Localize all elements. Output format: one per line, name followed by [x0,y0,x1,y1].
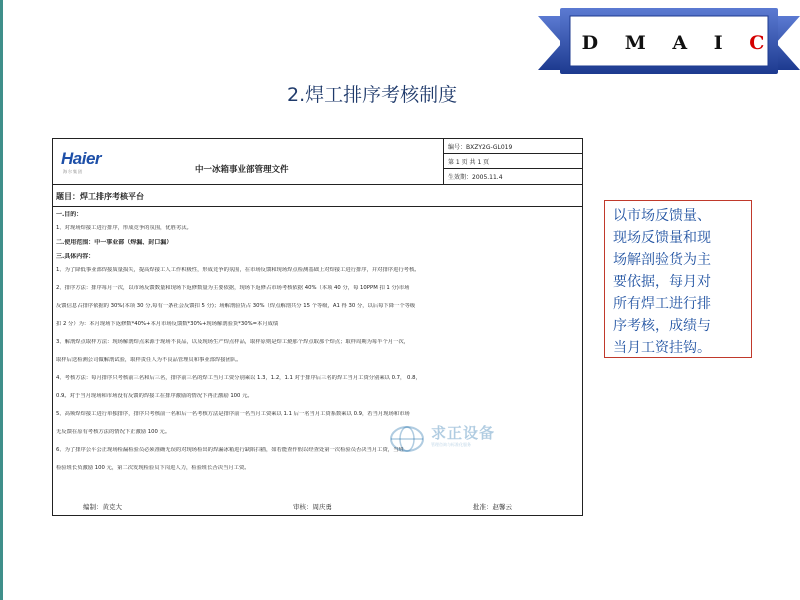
document-line: 二.使用范围：中一事业部（焊漏、封口漏） [56,239,173,246]
watermark-globe-icon [389,424,425,454]
document-line: 检验班长负激励 100 元，第二次发现检验员下岗进人力，检验班长否决当月工资。 [56,465,250,471]
document-org-title: 中一冰箱事业部管理文件 [195,165,289,175]
document-line: 无反馈在原有考核方法的情况下正激励 100 元。 [56,429,171,435]
callout-line: 要依据，每月对 [613,274,711,290]
callout-line: 序考核，成绩与 [613,318,711,334]
document-line: 取样后送检测公司做解剖试验，取样责任人为不良品管理员和事业部焊接团队。 [56,357,242,363]
document-line: 反馈信息占排序依据的 30%(本项 30 分,每有一条社会反馈扣 5 分)；场解剖验货占 30%（焊点解剖共分 15 个等级，A1 得 30 分，以后每下降一个等级 [56,303,416,309]
callout-line: 场解剖验货为主 [613,252,711,268]
document-line: 0.9。对于当月现场和市场没有反馈的焊接工在排序激励的情况下再正激励 100 元。 [56,393,253,399]
document-line: 4、考核方法：每月排序只考核前三名和后三名，排序前三名的焊工当月工资分别乘以 1.3，1.2，1.1 对于排序后三名的焊工当月工资分别乘以 0.7， 0.8， [56,375,421,381]
document-line: 三.具体内容： [56,253,95,260]
reviewed-by: 审核：周庆勇 [293,503,332,511]
document-header [53,139,582,185]
watermark [383,422,543,458]
document-footer [53,497,582,515]
document-line: 一.目的： [56,211,83,218]
document-effective-date: 生效期：2005.11.4 [448,174,503,181]
document-line: 5、高频焊焊接工进行单独排序，排序只考核前一名和后一名考核方法是排序前一名当月工资乘以 1.1 后一名当月工资系数乘以 0.9，若当月现场和市场 [56,411,410,417]
document-topic: 题目：焊工排序考核平台 [53,185,582,207]
callout-line: 以市场反馈量、 [613,208,711,224]
document-line: 扣 2 分）为：本月现场下返修数*40%+本月市场反馈数*30%+现场解剖验货*30%=本月成绩 [56,321,279,327]
dmaic-label [538,4,800,82]
dmaic-banner [538,4,800,82]
document-line: 3、解剖焊点取样方法：现场解剖焊点来源于现场不良品，以及现场生产焊点样品，取样原则是焊工焼那个焊点取那个焊点；取样周期为每半个月一次， [56,339,409,345]
document-line: 2、排序方法：排序每月一次，以市场反馈数量和现场下返修数量为主要依据，现场下返修占市场考核依据 40%（本项 40 分，每 10PPM 扣 1 分)市场 [56,285,410,291]
callout-line: 所有焊工进行排 [613,296,711,312]
document-line: 6、为了排序公平公正现场检漏检验员必须准确无误的对现场检出的焊漏冰箱进行缺陷扫描，如若能查作假以经查处第一次检验员否决当月工资，当班 [56,447,404,453]
haier-logo: Haier [61,149,102,168]
management-document [52,138,583,516]
watermark-name: 求正设备 [431,424,496,442]
document-number: 编号：BXZY2G-GL019 [444,139,582,154]
document-line: 1、为了降低事业部焊接质量损失，提高焊接工人工作积极性，形成竞争的氛围，在市场反馈和现场焊点检测基础上对焊接工进行排序，并对排序进行考核。 [56,267,420,273]
logo-tagline: 海尔集团 [63,169,83,174]
watermark-sub: 管理咨询与标准化服务 [431,442,471,447]
callout-line: 现场反馈量和现 [613,230,711,246]
summary-callout [604,200,752,358]
approved-by: 批准：赵馨云 [473,503,512,511]
compiled-by: 编制：黄克大 [83,503,122,511]
document-page: 第 1 页 共 1 页 [444,154,582,169]
callout-line: 当月工资挂钩。 [613,340,711,356]
dmaic-letters: D M A I [581,32,733,54]
slide-title: 2.焊工排序考核制度 [287,84,458,106]
slide-left-border [0,0,3,600]
document-line: 1、对现场焊接工进行排序，形成竞争的氛围，优胜劣汰。 [56,225,192,231]
dmaic-current-letter: C [749,32,775,54]
